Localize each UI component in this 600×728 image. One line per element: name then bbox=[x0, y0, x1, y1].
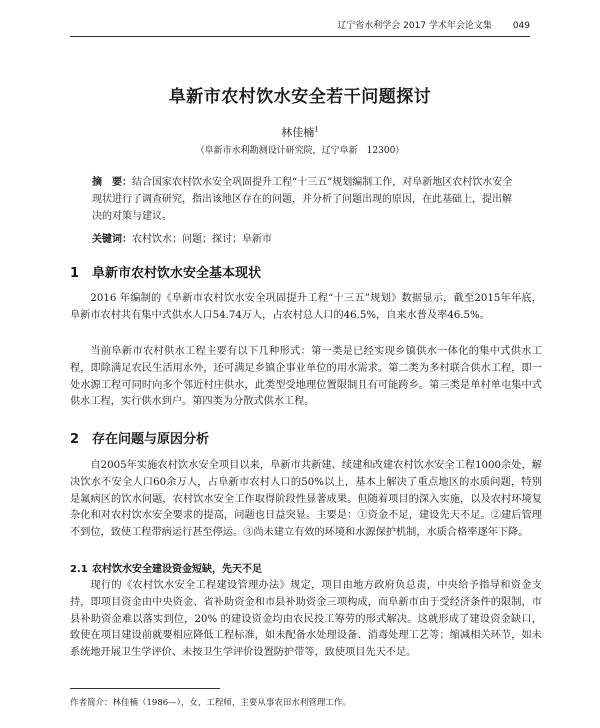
section-1-number: 1 bbox=[70, 266, 80, 281]
keywords bbox=[92, 231, 518, 248]
keywords-text: 农村饮水；问题；探讨；阜新市 bbox=[132, 234, 272, 245]
footnote-rule bbox=[70, 688, 220, 689]
section-2-heading bbox=[70, 428, 209, 447]
author-mark: 1 bbox=[314, 125, 319, 134]
section-1-heading bbox=[70, 262, 261, 281]
journal-name: 辽宁省水利学会 2017 学术年会论文集 bbox=[337, 21, 492, 31]
subsection-number: 2.1 bbox=[70, 564, 88, 575]
paragraph: 当前阜新市农村供水工程主要有以下几种形式：第一类是已经实现乡镇供水一体化的集中式供水工程，即除满足农民生活用水外，还可满足乡镇企事业单位的用水需求。第二类为多村联合供水工程，即一处水源工程可同时向多个邻近村庄供水，此类型受地理位置限制且有可能跨乡。第三类是单村单屯集中式供水工程，实行供水到户。第四类为分散式供水工程。 bbox=[70, 346, 542, 408]
subsection-2-1-heading bbox=[70, 560, 262, 575]
paragraph: 现行的《农村饮水安全工程建设管理办法》规定，项目由地方政府负总责，中央给予指导和资金支持，即项目资金由中央资金、省补助资金和市县补助资金三项构成，而阜新市由于受经济条件的限制，市县补助资金难以落实到位，20% 的建设资金均由农民投工筹劳的形式解决。这就形成了建设资金缺口，致使在项目建设前就要相应降低工程标准，如未配备水处理设备、消毒处理工艺等；缩减相关环节，如未系统地开展卫生学评价、未按卫生学评价设置防护带等，致使项目先天不足。 bbox=[70, 580, 542, 659]
author-affiliation: （阜新市水利勘测设计研究院，辽宁阜新 12300） bbox=[195, 146, 405, 156]
running-head bbox=[70, 18, 530, 32]
subsection-title: 农村饮水安全建设资金短缺，先天不足 bbox=[92, 564, 262, 575]
page-number: 049 bbox=[512, 21, 530, 31]
section-2-title: 存在问题与原因分析 bbox=[92, 432, 210, 447]
abstract-label: 摘 要： bbox=[92, 177, 132, 188]
abstract-text: 结合国家农村饮水安全巩固提升工程“十三五”规划编制工作，对阜新地区农村饮水安全现状进行了调查研究，指出该地区存在的问题，并分析了问题出现的原因，在此基础上，提出解决的对策与建议。 bbox=[92, 177, 513, 222]
header-rule bbox=[70, 36, 530, 37]
abstract bbox=[92, 174, 518, 225]
keywords-label: 关键词： bbox=[92, 234, 132, 245]
paragraph: 自2005年实施农村饮水安全项目以来，阜新市共新建、续建和改建农村饮水安全工程1000余处，解决饮水不安全人口60余万人，占阜新市农村人口的50%以上，基本上解决了重点地区的水质问题，特别是氟病区的饮水问题，农村饮水安全工作取得阶段性显著成果。但随着项目的深入实施，以及农村环境复杂化和对农村饮水安全要求的提高，问题也日益突显。主要是：①资金不足，建设先天不足。②建后管理不到位，致使工程带病运行甚至停运。③尚未建立有效的环境和水源保护机制，水质合格率逐年下降。 bbox=[70, 460, 542, 539]
author-line bbox=[0, 124, 600, 140]
author-footnote: 作者简介：林佳楠（1986—），女，工程师，主要从事农田水利管理工作。 bbox=[70, 698, 351, 708]
paragraph: 2016 年编制的《阜新市农村饮水安全巩固提升工程“十三五”规划》数据显示，截至2015年年底，阜新市农村共有集中式供水人口54.74万人，占农村总人口的46.5%，自来水普及率46.5%。 bbox=[70, 293, 542, 321]
paper-title: 阜新市农村饮水安全若干问题探讨 bbox=[168, 87, 432, 107]
section-1-title: 阜新市农村饮水安全基本现状 bbox=[92, 266, 262, 281]
author-name: 林佳楠 bbox=[281, 126, 315, 139]
section-2-number: 2 bbox=[70, 432, 80, 447]
